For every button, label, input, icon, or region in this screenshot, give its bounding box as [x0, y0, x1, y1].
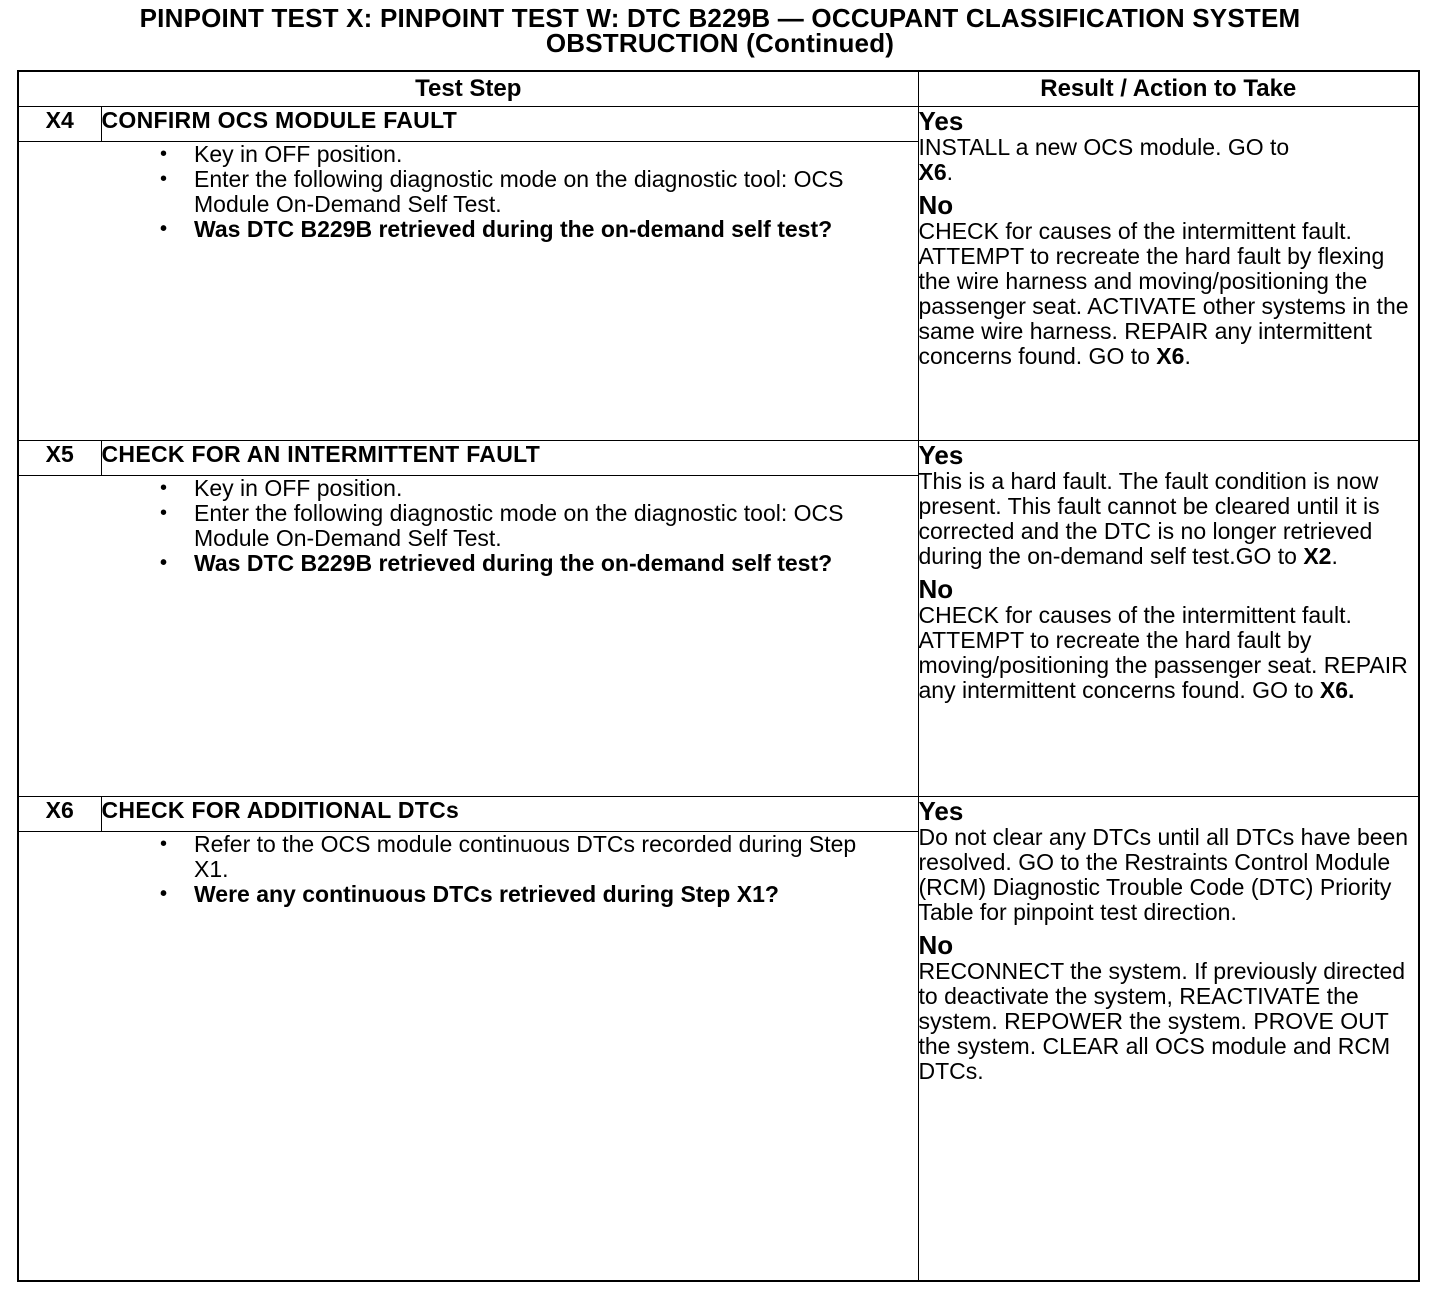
bullet-dot: •: [160, 833, 168, 855]
step-id-spacer: [18, 142, 101, 441]
result-no-ref: X6: [1156, 343, 1185, 369]
result-yes-body: Do not clear any DTCs until all DTCs have been resolved. GO to the Restraints Control Module (RCM) Diagnostic Trouble Code (DTC) Priority Table for pinpoint test direction.: [918, 824, 1409, 925]
step-id-spacer: [18, 476, 101, 797]
result-no-text: [919, 219, 1419, 369]
step-title-row: [18, 797, 1419, 832]
result-yes-label: Yes: [918, 106, 964, 136]
result-no-tail: .: [1184, 343, 1191, 369]
bullet-dot: •: [160, 552, 168, 574]
result-no-body: CHECK for causes of the intermittent fault. ATTEMPT to recreate the hard fault by moving/positioning the passenger seat. REPAIR any intermittent concerns found. GO to: [918, 602, 1408, 703]
result-yes-label: Yes: [918, 796, 964, 826]
header-row: [18, 71, 1419, 107]
step-title: CONFIRM OCS MODULE FAULT: [101, 107, 918, 142]
result-no-ref: X6.: [1319, 677, 1355, 703]
result-no-text: [919, 959, 1419, 1084]
step-id: X4: [18, 107, 101, 142]
result-no-text: [919, 603, 1419, 703]
step-bullet-list: [101, 476, 918, 576]
page-title-line-1: PINPOINT TEST X: PINPOINT TEST W: DTC B229B — OCCUPANT CLASSIFICATION SYSTEM: [139, 3, 1301, 33]
bullet-dot: •: [160, 502, 168, 524]
step-title-row: [18, 107, 1419, 142]
step-result: [918, 107, 1419, 441]
result-yes-label: Yes: [918, 440, 964, 470]
step-body: [101, 832, 918, 1282]
page-title-line-2: OBSTRUCTION (Continued): [545, 28, 895, 58]
step-bullet: [160, 141, 918, 168]
step-bullet-text: Refer to the OCS module continuous DTCs recorded during Step X1.: [194, 831, 857, 882]
bullet-dot: •: [160, 218, 168, 241]
step-bullet: [160, 831, 918, 882]
page-title: [0, 3, 1440, 58]
result-yes-text: [919, 825, 1419, 925]
step-bullet: [160, 500, 918, 551]
step-result: [918, 797, 1419, 1282]
bullet-dot: •: [160, 168, 168, 191]
step-title: CHECK FOR AN INTERMITTENT FAULT: [101, 441, 918, 476]
step-question: [160, 216, 918, 243]
step-bullet-text: Enter the following diagnostic mode on the diagnostic tool: OCS Module On-Demand Self Test.: [194, 500, 844, 551]
step-id: X5: [18, 441, 101, 476]
step-title-row: [18, 441, 1419, 476]
header-result-action: Result / Action to Take: [918, 71, 1419, 107]
bullet-dot: •: [160, 883, 168, 905]
result-no-label: No: [918, 930, 954, 960]
bullet-dot: •: [160, 477, 168, 499]
result-no-body: RECONNECT the system. If previously directed to deactivate the system, REACTIVATE the system. REPOWER the system. PROVE OUT the system. CLEAR all OCS module and RCM DTCs.: [918, 958, 1406, 1084]
step-body: [101, 476, 918, 797]
step-question: [160, 550, 918, 576]
step-id: X6: [18, 797, 101, 832]
step-question-text: Was DTC B229B retrieved during the on-demand self test?: [194, 216, 833, 243]
result-yes-text: [919, 135, 1419, 185]
result-yes-text: [919, 469, 1419, 569]
step-bullet: [160, 166, 918, 218]
step-question: [160, 881, 918, 907]
result-no-label: No: [918, 574, 954, 604]
result-yes-body: INSTALL a new OCS module. GO to: [918, 134, 1290, 160]
step-result: [918, 441, 1419, 797]
result-yes-body: This is a hard fault. The fault condition is now present. This fault cannot be cleared until it is corrected and the DTC is no longer retrieved during the on-demand self test.GO to: [918, 468, 1380, 569]
result-yes-ref: X6: [918, 159, 947, 185]
result-no-body: CHECK for causes of the intermittent fault. ATTEMPT to recreate the hard fault by flexing the wire harness and moving/positioning the passenger seat. ACTIVATE other systems in the same wire harness. REPAIR any intermittent concerns found. GO to: [918, 218, 1409, 369]
bullet-dot: •: [160, 143, 168, 166]
result-yes-ref: X2: [1303, 543, 1332, 569]
step-title: CHECK FOR ADDITIONAL DTCs: [101, 797, 918, 832]
step-body: [101, 142, 918, 441]
result-yes-tail: .: [1331, 543, 1338, 569]
step-bullet: [160, 475, 918, 501]
step-question-text: Was DTC B229B retrieved during the on-demand self test?: [194, 550, 833, 576]
pinpoint-test-table: [17, 70, 1420, 1282]
result-yes-tail: .: [946, 159, 954, 185]
header-test-step: Test Step: [18, 71, 918, 107]
step-bullet-list: [101, 832, 918, 907]
step-bullet-text: Key in OFF position.: [194, 475, 403, 501]
result-no-label: No: [918, 190, 954, 220]
step-bullet-text: Key in OFF position.: [194, 141, 403, 168]
step-id-spacer: [18, 832, 101, 1282]
step-bullet-list: [101, 142, 918, 242]
step-bullet-text: Enter the following diagnostic mode on the diagnostic tool: OCS Module On-Demand Self Test.: [194, 166, 844, 218]
step-question-text: Were any continuous DTCs retrieved during Step X1?: [194, 881, 779, 907]
